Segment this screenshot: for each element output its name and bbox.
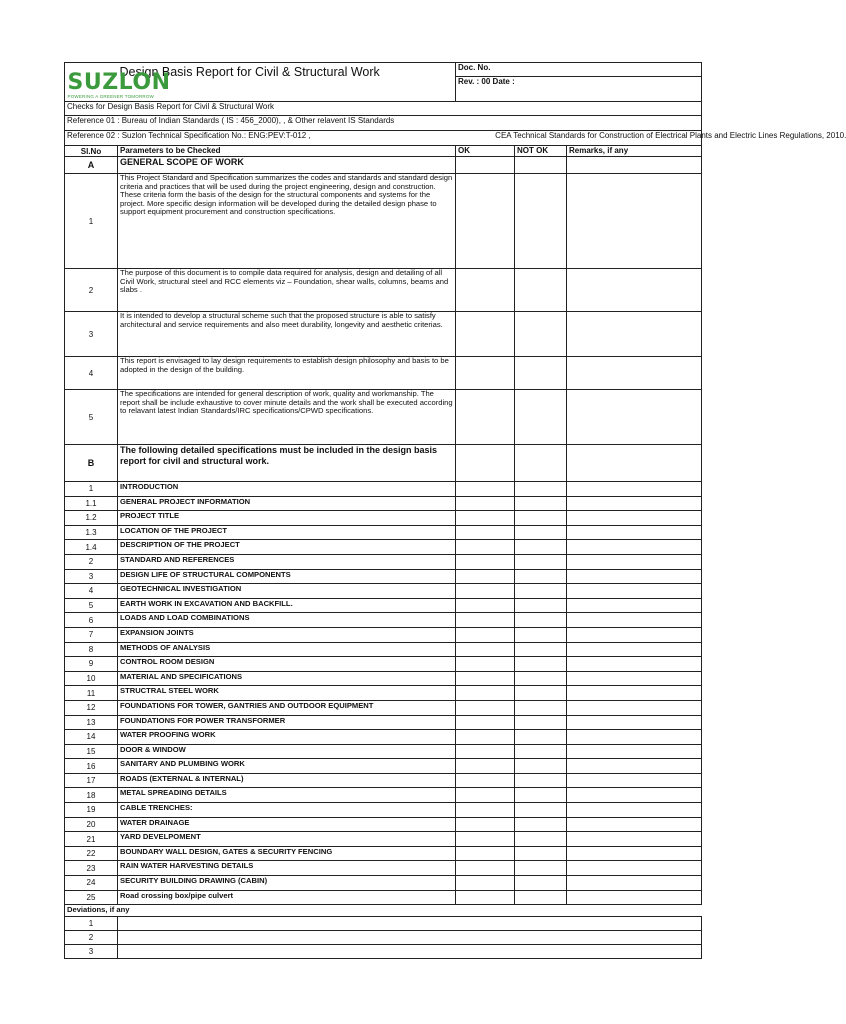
- remarks-cell[interactable]: [567, 554, 702, 569]
- ok-cell[interactable]: [456, 312, 515, 357]
- remarks-cell[interactable]: [567, 157, 702, 174]
- ok-cell[interactable]: [456, 269, 515, 312]
- scope-item-no: 2: [65, 269, 118, 312]
- ok-cell[interactable]: [456, 832, 515, 847]
- spec-item-text: SANITARY AND PLUMBING WORK: [118, 759, 456, 774]
- spec-item-row: [65, 773, 702, 788]
- spec-item-text: METHODS OF ANALYSIS: [118, 642, 456, 657]
- spec-item-no: 6: [65, 613, 118, 628]
- remarks-cell[interactable]: [567, 269, 702, 312]
- remarks-cell[interactable]: [567, 496, 702, 511]
- spec-item-no: 5: [65, 598, 118, 613]
- spec-item-row: [65, 540, 702, 555]
- checklist-table: [64, 62, 846, 959]
- notok-cell[interactable]: [515, 715, 567, 730]
- remarks-cell[interactable]: [567, 569, 702, 584]
- spec-item-text: BOUNDARY WALL DESIGN, GATES & SECURITY FENCING: [118, 846, 456, 861]
- spec-item-text: PROJECT TITLE: [118, 511, 456, 526]
- notok-cell[interactable]: [515, 686, 567, 701]
- remarks-cell[interactable]: [567, 174, 702, 269]
- reference-2-row: [65, 131, 702, 146]
- notok-cell[interactable]: [515, 540, 567, 555]
- remarks-cell[interactable]: [567, 540, 702, 555]
- ok-cell[interactable]: [456, 744, 515, 759]
- spec-item-row: [65, 861, 702, 876]
- spec-item-no: 3: [65, 569, 118, 584]
- spec-item-no: 1.1: [65, 496, 118, 511]
- spec-item-no: 15: [65, 744, 118, 759]
- remarks-cell[interactable]: [567, 525, 702, 540]
- remarks-cell[interactable]: [567, 846, 702, 861]
- remarks-cell[interactable]: [567, 642, 702, 657]
- spec-item-text: CONTROL ROOM DESIGN: [118, 657, 456, 672]
- spec-item-row: [65, 803, 702, 818]
- spec-item-row: [65, 846, 702, 861]
- notok-cell[interactable]: [515, 584, 567, 599]
- remarks-cell[interactable]: [567, 671, 702, 686]
- remarks-cell[interactable]: [567, 613, 702, 628]
- ok-cell[interactable]: [456, 876, 515, 891]
- doc-no-label: Doc. No.: [456, 63, 702, 77]
- spec-item-row: [65, 554, 702, 569]
- section-a-row: [65, 157, 702, 174]
- spec-item-no: 7: [65, 627, 118, 642]
- spec-item-no: 22: [65, 846, 118, 861]
- notok-cell[interactable]: [515, 511, 567, 526]
- deviation-row: [65, 931, 702, 945]
- remarks-cell[interactable]: [567, 876, 702, 891]
- scope-item-text: The specifications are intended for general description of work, quality and workmanship. The report shall be include exhaustive to cover minute details and the work shall be executed according to relavant latest Indian Standards/IRC specifications/CPWD specifications.: [118, 390, 456, 445]
- section-b-no: B: [65, 445, 118, 482]
- ok-cell[interactable]: [456, 496, 515, 511]
- scope-item-row: [65, 174, 702, 269]
- spec-item-no: 1.4: [65, 540, 118, 555]
- suzlon-logo: SUZLON POWERING A GREENER TOMORROW: [67, 70, 171, 99]
- spec-item-text: STRUCTRAL STEEL WORK: [118, 686, 456, 701]
- rev-label: Rev. : 00 Date :: [456, 77, 702, 102]
- remarks-cell[interactable]: [567, 715, 702, 730]
- col-slno: Sl.No: [65, 146, 118, 157]
- deviations-label: Deviations, if any: [65, 905, 702, 917]
- spec-item-row: [65, 715, 702, 730]
- spec-item-row: [65, 511, 702, 526]
- remarks-cell[interactable]: [567, 744, 702, 759]
- notok-cell[interactable]: [515, 759, 567, 774]
- col-notok: NOT OK: [515, 146, 567, 157]
- ok-cell[interactable]: [456, 817, 515, 832]
- ok-cell[interactable]: [456, 390, 515, 445]
- ok-cell[interactable]: [456, 627, 515, 642]
- notok-cell[interactable]: [515, 817, 567, 832]
- spec-item-no: 1: [65, 482, 118, 497]
- spec-item-no: 18: [65, 788, 118, 803]
- spec-item-no: 25: [65, 890, 118, 905]
- remarks-cell[interactable]: [567, 598, 702, 613]
- scope-item-text: It is intended to develop a structural scheme such that the proposed structure is able to satisfy architectural and service requirements and also meet durability, longevity and aesthetic criterias.: [118, 312, 456, 357]
- deviation-text-cell[interactable]: [118, 917, 702, 931]
- spec-item-text: CABLE TRENCHES:: [118, 803, 456, 818]
- reference-2: Reference 02 : Suzlon Technical Specification No.: ENG:PEV:T-012 , CEA Technical Standards for Construction of Electrical Plants and Electric Lines Regulations, 2010.: [65, 131, 702, 146]
- section-b-title: The following detailed specifications must be included in the design basis report for civil and structural work.: [118, 445, 456, 482]
- spec-item-row: [65, 817, 702, 832]
- notok-cell[interactable]: [515, 496, 567, 511]
- ok-cell[interactable]: [456, 788, 515, 803]
- ok-cell[interactable]: [456, 846, 515, 861]
- ok-cell[interactable]: [456, 482, 515, 497]
- deviation-row: [65, 917, 702, 931]
- ok-cell[interactable]: [456, 642, 515, 657]
- spec-item-row: [65, 569, 702, 584]
- deviation-row: [65, 945, 702, 959]
- notok-cell[interactable]: [515, 554, 567, 569]
- spec-item-no: 9: [65, 657, 118, 672]
- notok-cell[interactable]: [515, 876, 567, 891]
- checks-line: Checks for Design Basis Report for Civil & Structural Work: [65, 102, 702, 116]
- notok-cell[interactable]: [515, 803, 567, 818]
- scope-item-row: [65, 390, 702, 445]
- header-row-1: [65, 63, 702, 77]
- spec-item-row: [65, 788, 702, 803]
- scope-item-text: This Project Standard and Specification summarizes the codes and standards and standard design criteria and practices that will be used during the project engineering, design and construction. These criteria form the basis of the design for the structural components and systems for the project. More specific design information will be developed during the detailed design phase to support equipment procurement and construction specifications.: [118, 174, 456, 269]
- notok-cell[interactable]: [515, 744, 567, 759]
- ok-cell[interactable]: [456, 525, 515, 540]
- notok-cell[interactable]: [515, 657, 567, 672]
- section-a-title: GENERAL SCOPE OF WORK: [118, 157, 456, 174]
- spec-item-row: [65, 686, 702, 701]
- spec-item-row: [65, 744, 702, 759]
- spec-item-text: WATER DRAINAGE: [118, 817, 456, 832]
- notok-cell[interactable]: [515, 174, 567, 269]
- notok-cell[interactable]: [515, 671, 567, 686]
- ok-cell[interactable]: [456, 657, 515, 672]
- remarks-cell[interactable]: [567, 627, 702, 642]
- remarks-cell[interactable]: [567, 482, 702, 497]
- remarks-cell[interactable]: [567, 511, 702, 526]
- notok-cell[interactable]: [515, 312, 567, 357]
- ok-cell[interactable]: [456, 511, 515, 526]
- spec-item-text: LOCATION OF THE PROJECT: [118, 525, 456, 540]
- ok-cell[interactable]: [456, 540, 515, 555]
- col-params: Parameters to be Checked: [118, 146, 456, 157]
- deviation-no: 2: [65, 931, 118, 945]
- remarks-cell[interactable]: [567, 803, 702, 818]
- spec-item-text: FOUNDATIONS FOR POWER TRANSFORMER: [118, 715, 456, 730]
- scope-item-no: 4: [65, 357, 118, 390]
- ok-cell[interactable]: [456, 715, 515, 730]
- remarks-cell[interactable]: [567, 357, 702, 390]
- notok-cell[interactable]: [515, 390, 567, 445]
- ok-cell[interactable]: [456, 686, 515, 701]
- remarks-cell[interactable]: [567, 773, 702, 788]
- scope-item-row: [65, 312, 702, 357]
- scope-item-no: 3: [65, 312, 118, 357]
- reference-1-row: [65, 116, 702, 131]
- ok-cell[interactable]: [456, 174, 515, 269]
- scope-item-no: 1: [65, 174, 118, 269]
- remarks-cell[interactable]: [567, 312, 702, 357]
- page-title: Design Basis Report for Civil & Structural Work: [119, 65, 380, 79]
- notok-cell[interactable]: [515, 773, 567, 788]
- spec-item-row: [65, 876, 702, 891]
- spec-item-no: 2: [65, 554, 118, 569]
- remarks-cell[interactable]: [567, 832, 702, 847]
- deviation-no: 3: [65, 945, 118, 959]
- scope-item-text: The purpose of this document is to compile data required for analysis, design and detailing of all Civil Work, structural steel and RCC elements viz – Foundation, shear walls, columns, beams and slabs .: [118, 269, 456, 312]
- remarks-cell[interactable]: [567, 657, 702, 672]
- notok-cell[interactable]: [515, 357, 567, 390]
- notok-cell[interactable]: [515, 788, 567, 803]
- spec-item-text: EARTH WORK IN EXCAVATION AND BACKFILL.: [118, 598, 456, 613]
- title-cell: [67, 63, 456, 102]
- ok-cell[interactable]: [456, 598, 515, 613]
- scope-item-text: This report is envisaged to lay design requirements to establish design philosophy and basis to be adopted in the design of the building.: [118, 357, 456, 390]
- spec-item-no: 19: [65, 803, 118, 818]
- spec-item-no: 4: [65, 584, 118, 599]
- spec-item-text: LOADS AND LOAD COMBINATIONS: [118, 613, 456, 628]
- checks-row: [65, 102, 702, 116]
- spec-item-text: INTRODUCTION: [118, 482, 456, 497]
- spec-item-row: [65, 598, 702, 613]
- spec-item-text: DESIGN LIFE OF STRUCTURAL COMPONENTS: [118, 569, 456, 584]
- spec-item-no: 17: [65, 773, 118, 788]
- remarks-cell[interactable]: [567, 390, 702, 445]
- spec-item-row: [65, 759, 702, 774]
- col-ok: OK: [456, 146, 515, 157]
- ok-cell[interactable]: [456, 613, 515, 628]
- spec-item-no: 16: [65, 759, 118, 774]
- spec-item-row: [65, 613, 702, 628]
- deviation-no: 1: [65, 917, 118, 931]
- notok-cell[interactable]: [515, 445, 567, 482]
- scope-item-row: [65, 269, 702, 312]
- remarks-cell[interactable]: [567, 584, 702, 599]
- spec-item-no: 14: [65, 730, 118, 745]
- spec-item-text: WATER PROOFING WORK: [118, 730, 456, 745]
- deviation-text-cell[interactable]: [118, 931, 702, 945]
- column-header-row: [65, 146, 702, 157]
- spec-item-text: ROADS (EXTERNAL & INTERNAL): [118, 773, 456, 788]
- col-remarks: Remarks, if any: [567, 146, 702, 157]
- notok-cell[interactable]: [515, 613, 567, 628]
- remarks-cell[interactable]: [567, 890, 702, 905]
- spec-item-row: [65, 584, 702, 599]
- ok-cell[interactable]: [456, 803, 515, 818]
- spec-item-row: [65, 700, 702, 715]
- ok-cell[interactable]: [456, 569, 515, 584]
- deviations-row: [65, 905, 702, 917]
- spec-item-text: DESCRIPTION OF THE PROJECT: [118, 540, 456, 555]
- scope-item-row: [65, 357, 702, 390]
- notok-cell[interactable]: [515, 569, 567, 584]
- spec-item-text: GEOTECHNICAL INVESTIGATION: [118, 584, 456, 599]
- spec-item-row: [65, 496, 702, 511]
- spec-item-text: MATERIAL AND SPECIFICATIONS: [118, 671, 456, 686]
- notok-cell[interactable]: [515, 269, 567, 312]
- spec-item-no: 23: [65, 861, 118, 876]
- ok-cell[interactable]: [456, 861, 515, 876]
- reference-1: Reference 01 : Bureau of Indian Standards ( IS : 456_2000), , & Other relavent IS Standards: [65, 116, 702, 131]
- spec-item-row: [65, 627, 702, 642]
- notok-cell[interactable]: [515, 861, 567, 876]
- notok-cell[interactable]: [515, 627, 567, 642]
- spec-item-text: EXPANSION JOINTS: [118, 627, 456, 642]
- spec-item-row: [65, 890, 702, 905]
- spec-item-row: [65, 730, 702, 745]
- spec-item-row: [65, 657, 702, 672]
- spec-item-text: DOOR & WINDOW: [118, 744, 456, 759]
- spec-item-no: 8: [65, 642, 118, 657]
- spec-item-no: 20: [65, 817, 118, 832]
- ok-cell[interactable]: [456, 157, 515, 174]
- ok-cell[interactable]: [456, 759, 515, 774]
- remarks-cell[interactable]: [567, 817, 702, 832]
- remarks-cell[interactable]: [567, 788, 702, 803]
- remarks-cell[interactable]: [567, 700, 702, 715]
- spec-item-text: STANDARD AND REFERENCES: [118, 554, 456, 569]
- notok-cell[interactable]: [515, 832, 567, 847]
- spec-item-no: 1.2: [65, 511, 118, 526]
- remarks-cell[interactable]: [567, 730, 702, 745]
- ok-cell[interactable]: [456, 773, 515, 788]
- spec-item-text: FOUNDATIONS FOR TOWER, GANTRIES AND OUTDOOR EQUIPMENT: [118, 700, 456, 715]
- ok-cell[interactable]: [456, 730, 515, 745]
- spec-item-no: 24: [65, 876, 118, 891]
- scope-item-no: 5: [65, 390, 118, 445]
- spec-item-no: 12: [65, 700, 118, 715]
- spec-item-no: 21: [65, 832, 118, 847]
- ok-cell[interactable]: [456, 700, 515, 715]
- spec-item-text: RAIN WATER HARVESTING DETAILS: [118, 861, 456, 876]
- spec-item-text: METAL SPREADING DETAILS: [118, 788, 456, 803]
- spec-item-text: Road crossing box/pipe culvert: [118, 890, 456, 905]
- notok-cell[interactable]: [515, 482, 567, 497]
- ok-cell[interactable]: [456, 445, 515, 482]
- notok-cell[interactable]: [515, 598, 567, 613]
- spec-item-no: 10: [65, 671, 118, 686]
- spec-item-text: YARD DEVELPOMENT: [118, 832, 456, 847]
- notok-cell[interactable]: [515, 890, 567, 905]
- spec-item-row: [65, 671, 702, 686]
- ok-cell[interactable]: [456, 584, 515, 599]
- remarks-cell[interactable]: [567, 759, 702, 774]
- remarks-cell[interactable]: [567, 445, 702, 482]
- notok-cell[interactable]: [515, 846, 567, 861]
- spec-item-no: 13: [65, 715, 118, 730]
- spec-item-text: SECURITY BUILDING DRAWING (CABIN): [118, 876, 456, 891]
- spec-item-no: 1.3: [65, 525, 118, 540]
- spec-item-text: GENERAL PROJECT INFORMATION: [118, 496, 456, 511]
- remarks-cell[interactable]: [567, 686, 702, 701]
- section-a-no: A: [65, 157, 118, 174]
- spec-item-row: [65, 832, 702, 847]
- notok-cell[interactable]: [515, 157, 567, 174]
- notok-cell[interactable]: [515, 642, 567, 657]
- report-sheet: [64, 62, 846, 959]
- deviation-text-cell[interactable]: [118, 945, 702, 959]
- notok-cell[interactable]: [515, 730, 567, 745]
- spec-item-row: [65, 525, 702, 540]
- notok-cell[interactable]: [515, 525, 567, 540]
- spec-item-row: [65, 642, 702, 657]
- ok-cell[interactable]: [456, 890, 515, 905]
- notok-cell[interactable]: [515, 700, 567, 715]
- ok-cell[interactable]: [456, 357, 515, 390]
- ok-cell[interactable]: [456, 671, 515, 686]
- spec-item-row: [65, 482, 702, 497]
- ok-cell[interactable]: [456, 554, 515, 569]
- spec-item-no: 11: [65, 686, 118, 701]
- remarks-cell[interactable]: [567, 861, 702, 876]
- section-b-row: [65, 445, 702, 482]
